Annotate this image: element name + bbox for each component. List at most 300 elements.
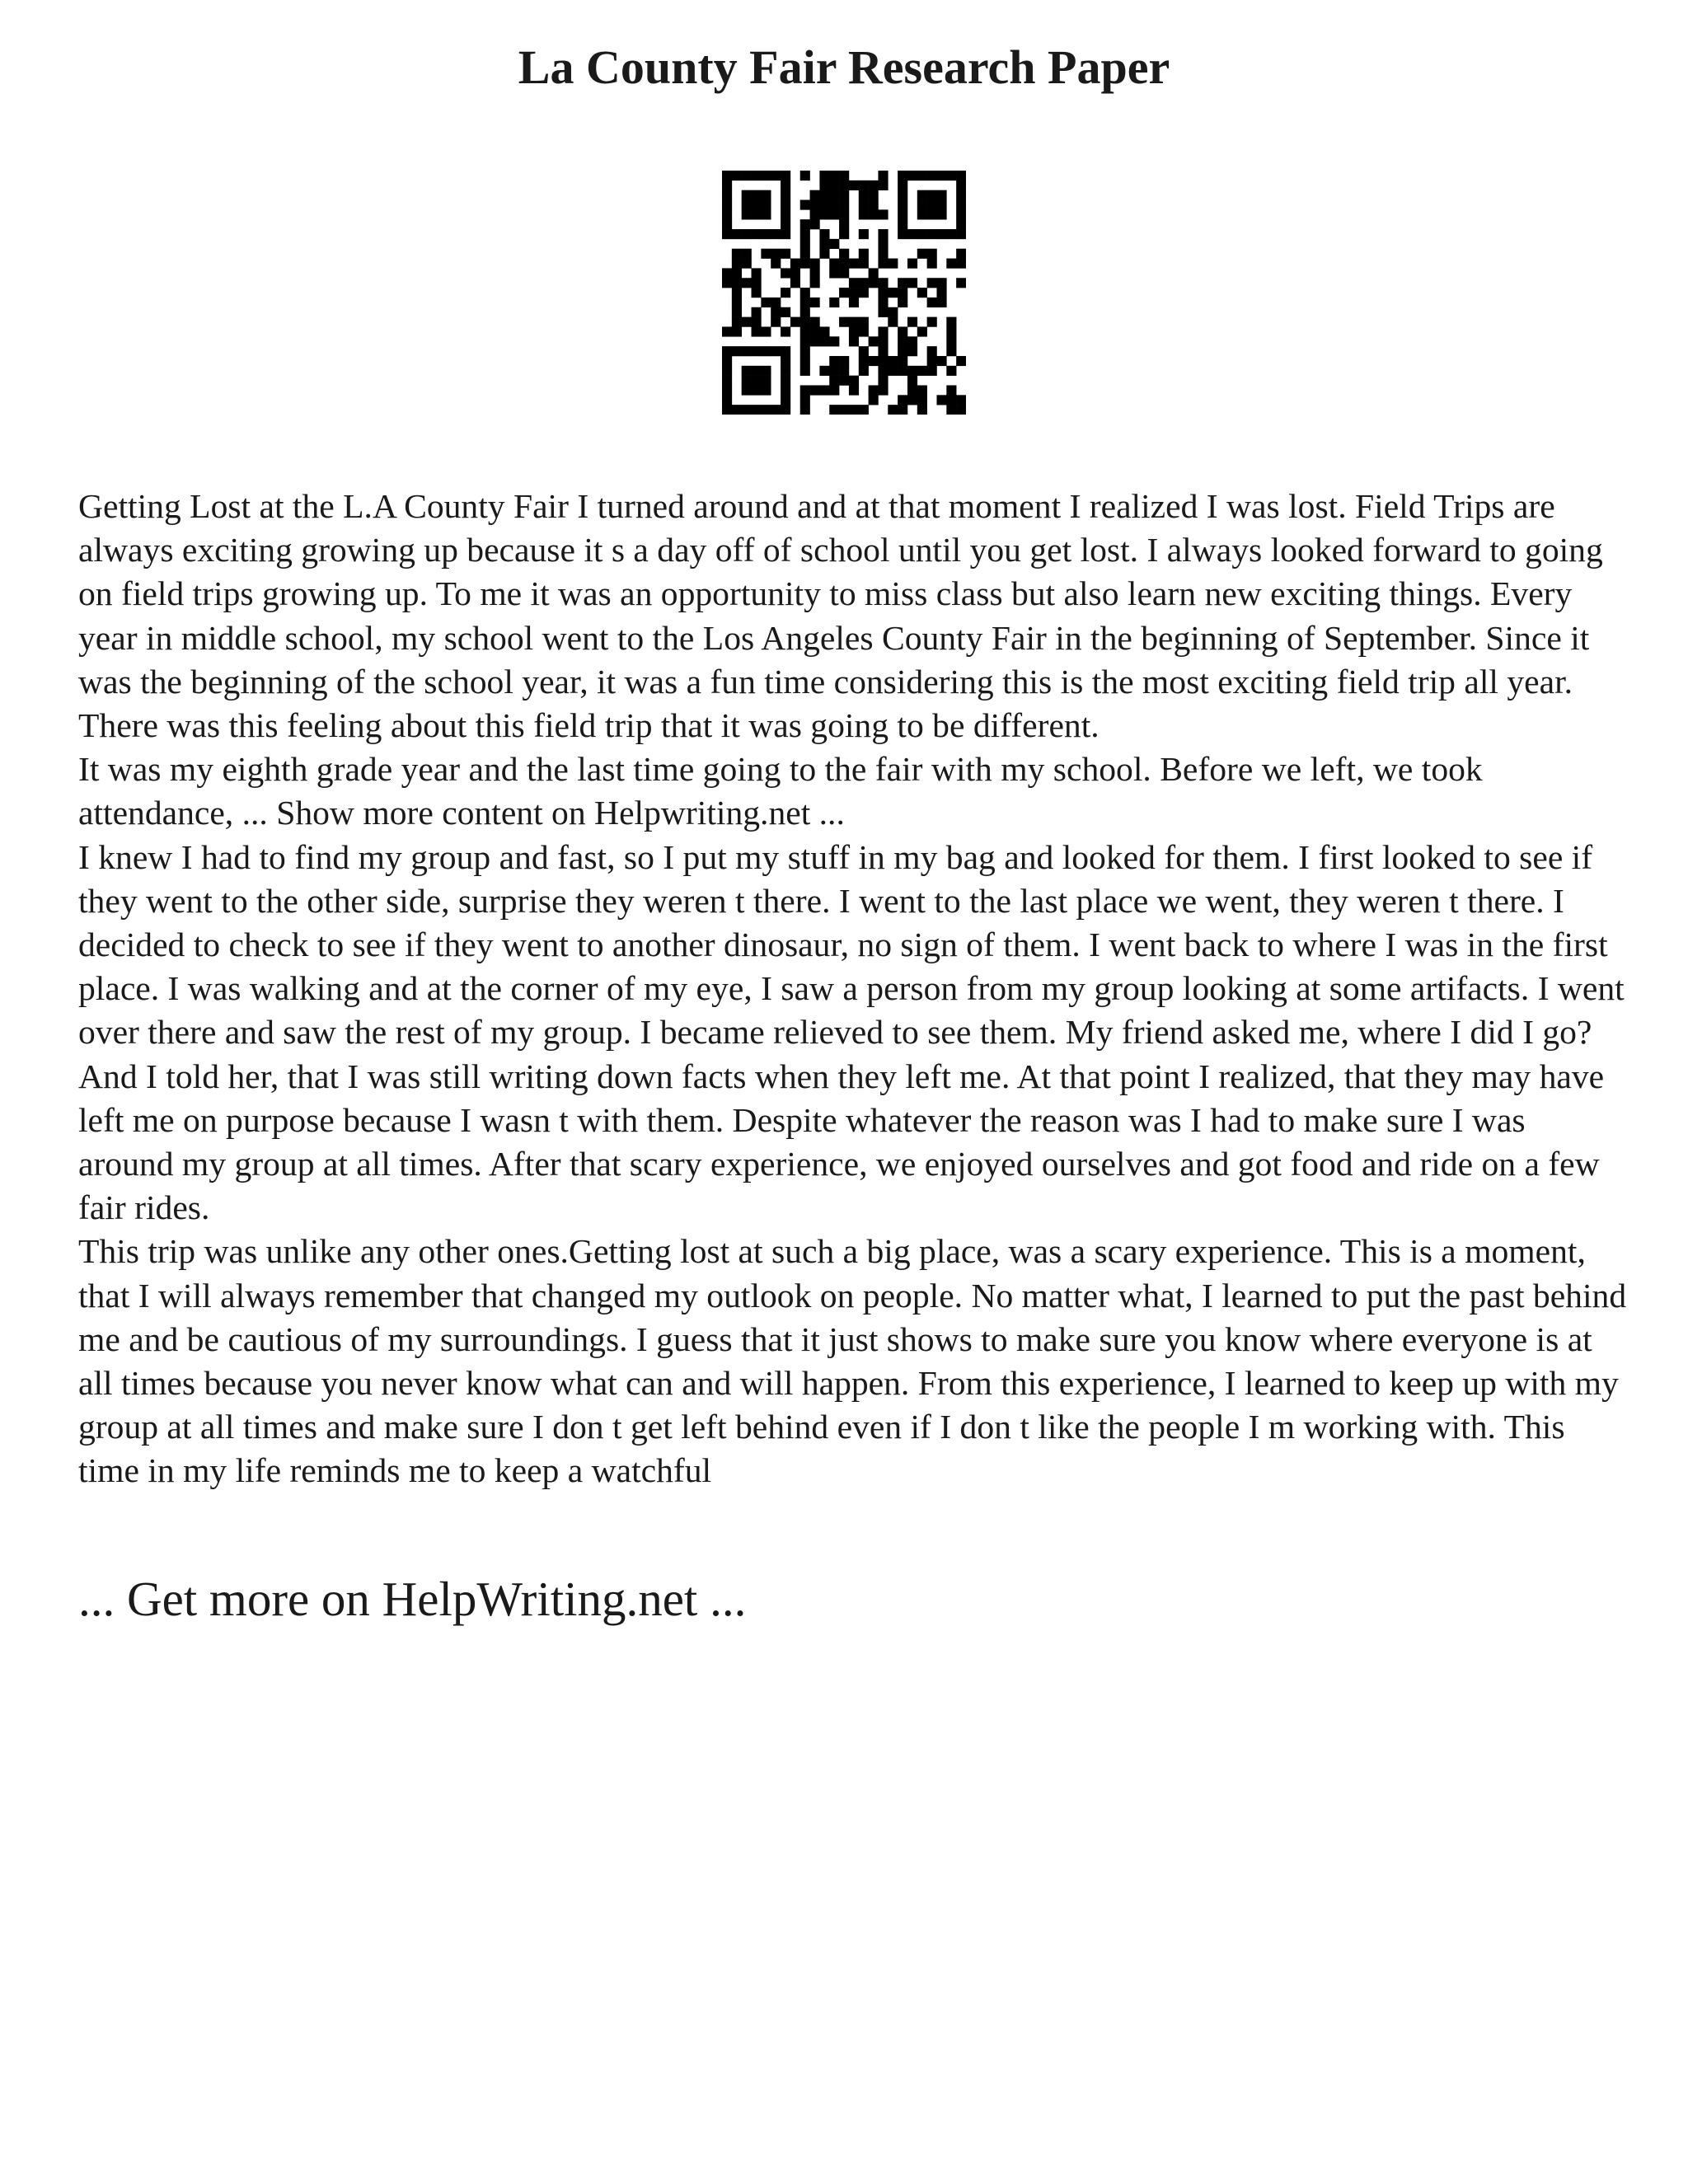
qr-module: [732, 326, 742, 336]
qr-module: [839, 366, 849, 376]
qr-module: [849, 405, 859, 415]
qr-module: [722, 209, 732, 219]
qr-module: [956, 229, 966, 239]
qr-module: [819, 190, 829, 200]
qr-module: [917, 288, 927, 298]
qr-module: [829, 376, 839, 386]
qr-module: [859, 209, 869, 219]
qr-module: [946, 385, 956, 395]
qr-module: [722, 229, 732, 239]
qr-module: [732, 298, 742, 307]
qr-module: [752, 346, 762, 356]
qr-module: [898, 405, 907, 415]
qr-module: [927, 190, 937, 200]
qr-module: [917, 249, 927, 259]
qr-module: [761, 346, 771, 356]
qr-module: [810, 219, 820, 229]
qr-module: [800, 326, 810, 336]
qr-module: [781, 249, 790, 259]
qr-module: [800, 336, 810, 346]
qr-module: [722, 405, 732, 415]
article-body: [78, 485, 1628, 1493]
qr-module: [869, 385, 879, 395]
qr-module: [956, 209, 966, 219]
qr-module: [722, 268, 732, 278]
qr-module: [946, 259, 956, 269]
qr-module: [752, 200, 762, 210]
qr-module: [839, 190, 849, 200]
qr-module: [781, 171, 790, 180]
qr-module: [722, 366, 732, 376]
qr-module: [839, 356, 849, 366]
qr-module: [742, 259, 752, 269]
qr-module: [907, 385, 917, 395]
qr-module: [771, 259, 781, 269]
qr-module: [790, 317, 800, 327]
qr-module: [869, 200, 879, 210]
qr-module: [819, 249, 829, 259]
qr-module: [810, 209, 820, 219]
qr-module: [829, 268, 839, 278]
qr-module: [946, 171, 956, 180]
qr-module: [781, 288, 790, 298]
qr-module: [927, 259, 937, 269]
qr-module: [936, 190, 946, 200]
qr-module: [819, 326, 829, 336]
qr-module: [781, 356, 790, 366]
qr-module: [849, 376, 859, 386]
qr-module: [771, 346, 781, 356]
qr-module: [742, 171, 752, 180]
qr-module: [888, 317, 898, 327]
qr-module: [946, 326, 956, 336]
qr-module: [898, 219, 907, 229]
qr-module: [752, 268, 762, 278]
paragraph-1: Getting Lost at the L.A County Fair I turned around and at that moment I realized I was lost. Field Trips are always exciting growing up because it s a day off of school until you get lost. I always looked forward to going on field trips growing up. To me it was an opportunity to miss class but also learn new exciting things. Every year in middle school, my school went to the Los Angeles County Fair in the beginning of September. Since it was the beginning of the school year, it was a fun time considering this is the most exciting field trip all year. There was this feeling about this field trip that it was going to be different.: [78, 487, 1603, 745]
qr-module: [869, 395, 879, 405]
qr-module: [781, 219, 790, 229]
qr-module: [722, 395, 732, 405]
qr-module: [800, 249, 810, 259]
qr-module: [722, 326, 732, 336]
qr-module: [956, 190, 966, 200]
qr-module: [781, 366, 790, 376]
qr-module: [810, 190, 820, 200]
qr-module: [917, 209, 927, 219]
qr-module: [800, 405, 810, 415]
qr-module: [800, 395, 810, 405]
qr-module: [849, 288, 859, 298]
qr-module: [917, 366, 927, 376]
qr-module: [781, 200, 790, 210]
qr-module: [839, 288, 849, 298]
qr-module: [936, 356, 946, 366]
qr-module: [819, 336, 829, 346]
qr-module: [956, 405, 966, 415]
qr-module: [907, 395, 917, 405]
qr-module: [800, 239, 810, 249]
qr-module: [819, 229, 829, 239]
qr-module: [819, 209, 829, 219]
qr-module: [878, 376, 888, 386]
qr-module: [927, 366, 937, 376]
qr-module: [859, 356, 869, 366]
qr-module: [810, 317, 820, 327]
qr-module: [907, 229, 917, 239]
qr-module: [781, 268, 790, 278]
qr-module: [869, 180, 879, 190]
qr-module: [752, 229, 762, 239]
qr-module: [878, 336, 888, 346]
qr-module: [898, 336, 907, 346]
qr-module: [761, 229, 771, 239]
qr-module: [936, 209, 946, 219]
qr-module: [869, 190, 879, 200]
qr-module: [722, 385, 732, 395]
qr-module: [829, 171, 839, 180]
qr-module: [907, 317, 917, 327]
qr-module: [732, 171, 742, 180]
qr-module: [761, 190, 771, 200]
qr-module: [859, 317, 869, 327]
qr-module: [810, 278, 820, 288]
qr-module: [732, 288, 742, 298]
qr-module: [722, 356, 732, 366]
qr-module: [752, 190, 762, 200]
qr-module: [771, 229, 781, 239]
qr-module: [839, 209, 849, 219]
qr-module: [849, 259, 859, 269]
get-more-link[interactable]: ... Get more on HelpWriting.net ...: [78, 1572, 747, 1626]
qr-module: [722, 190, 732, 200]
qr-module: [771, 171, 781, 180]
qr-module: [752, 317, 762, 327]
qr-module: [839, 200, 849, 210]
qr-module: [839, 268, 849, 278]
qr-module: [927, 278, 937, 288]
qr-module: [819, 180, 829, 190]
qr-module: [888, 259, 898, 269]
qr-module: [761, 200, 771, 210]
qr-module: [722, 346, 732, 356]
qr-module: [956, 356, 966, 366]
qr-module: [752, 209, 762, 219]
qr-module: [829, 405, 839, 415]
qr-module: [761, 376, 771, 386]
qr-module: [819, 200, 829, 210]
qr-module: [732, 249, 742, 259]
qr-module: [781, 405, 790, 415]
qr-module: [946, 336, 956, 346]
qr-module: [946, 317, 956, 327]
qr-module: [946, 395, 956, 405]
qr-module: [878, 259, 888, 269]
qr-module: [936, 278, 946, 288]
qr-module: [752, 326, 762, 336]
qr-module: [936, 200, 946, 210]
paragraph-4: This trip was unlike any other ones.Getting lost at such a big place, was a scary experience. This is a moment, that I will always remember that changed my outlook on people. No matter what, I learned to put the past behind me and be cautious of my surroundings. I guess that it just shows to make sure you know where everyone is at all times because you never know what can and will happen. From this experience, I learned to keep up with my group at all times and make sure I don t get left behind even if I don t like the people I m working with. This time in my life reminds me to keep a watchful: [78, 1232, 1627, 1490]
qr-module: [732, 317, 742, 327]
qr-module: [927, 200, 937, 210]
qr-module: [752, 171, 762, 180]
qr-module: [800, 288, 810, 298]
qr-module: [810, 259, 820, 269]
qr-module: [781, 229, 790, 239]
qr-module: [829, 259, 839, 269]
qr-module: [946, 366, 956, 376]
qr-module: [927, 249, 937, 259]
qr-module: [878, 171, 888, 180]
qr-module: [771, 307, 781, 317]
qr-module: [878, 298, 888, 307]
qr-module: [742, 200, 752, 210]
qr-module: [859, 200, 869, 210]
qr-module: [732, 268, 742, 278]
qr-module: [829, 190, 839, 200]
qr-module: [878, 278, 888, 288]
qr-module: [849, 180, 859, 190]
qr-module: [781, 376, 790, 386]
qr-module: [869, 336, 879, 346]
qr-module: [878, 356, 888, 366]
qr-module: [800, 317, 810, 327]
qr-module: [927, 229, 937, 239]
qr-module: [790, 268, 800, 278]
qr-module: [810, 268, 820, 278]
qr-module: [781, 307, 790, 317]
qr-module: [849, 317, 859, 327]
qr-module: [800, 366, 810, 376]
qr-module: [898, 229, 907, 239]
qr-module: [898, 278, 907, 288]
qr-module: [722, 200, 732, 210]
qr-module: [839, 259, 849, 269]
qr-module: [898, 171, 907, 180]
qr-module: [810, 326, 820, 336]
qr-module: [742, 190, 752, 200]
qr-module: [849, 385, 859, 395]
qr-module: [781, 395, 790, 405]
qr-module: [781, 326, 790, 336]
qr-module: [859, 288, 869, 298]
qr-module: [742, 209, 752, 219]
qr-module: [956, 180, 966, 190]
qr-module: [742, 385, 752, 395]
qr-module: [898, 288, 907, 298]
qr-module: [917, 395, 927, 405]
qr-module: [878, 307, 888, 317]
qr-module: [800, 346, 810, 356]
qr-module: [752, 278, 762, 288]
qr-module: [917, 405, 927, 415]
qr-module: [936, 395, 946, 405]
qr-module: [839, 376, 849, 386]
qr-module: [732, 229, 742, 239]
qr-module: [722, 278, 732, 288]
qr-module: [888, 356, 898, 366]
qr-module: [869, 268, 879, 278]
qr-module: [907, 171, 917, 180]
qr-module: [839, 171, 849, 180]
qr-module: [917, 229, 927, 239]
qr-module: [732, 259, 742, 269]
qr-module: [956, 395, 966, 405]
qr-module: [752, 307, 762, 317]
qr-module: [898, 200, 907, 210]
qr-module: [781, 346, 790, 356]
qr-module: [839, 317, 849, 327]
qr-module: [800, 171, 810, 180]
qr-module: [898, 180, 907, 190]
qr-module: [742, 366, 752, 376]
qr-module: [752, 385, 762, 395]
qr-module: [907, 366, 917, 376]
qr-module: [869, 209, 879, 219]
qr-module: [927, 356, 937, 366]
qr-module: [927, 298, 937, 307]
qr-module: [898, 209, 907, 219]
qr-module: [898, 356, 907, 366]
qr-module: [878, 326, 888, 336]
qr-module: [869, 278, 879, 288]
qr-module: [790, 278, 800, 288]
qr-module: [752, 376, 762, 386]
qr-module: [732, 405, 742, 415]
qr-module: [781, 180, 790, 190]
qr-module: [917, 190, 927, 200]
qr-module: [761, 326, 771, 336]
qr-module: [771, 298, 781, 307]
qr-module: [927, 209, 937, 219]
qr-module: [829, 356, 839, 366]
qr-module: [878, 346, 888, 356]
qr-module: [898, 190, 907, 200]
qr-module: [722, 171, 732, 180]
qr-module: [849, 298, 859, 307]
qr-module: [732, 278, 742, 288]
qr-module: [839, 180, 849, 190]
qr-module: [936, 298, 946, 307]
qr-module: [907, 336, 917, 346]
qr-module: [878, 239, 888, 249]
qr-module: [771, 249, 781, 259]
qr-module: [761, 366, 771, 376]
qr-module: [752, 405, 762, 415]
qr-module: [956, 219, 966, 229]
qr-module: [917, 326, 927, 336]
qr-module: [790, 259, 800, 269]
qr-module: [800, 229, 810, 239]
qr-code-graphic: [722, 171, 966, 415]
qr-module: [732, 346, 742, 356]
qr-module: [839, 405, 849, 415]
qr-module: [829, 336, 839, 346]
qr-module: [761, 405, 771, 415]
qr-module: [849, 278, 859, 288]
qr-module: [859, 180, 869, 190]
qr-module: [878, 180, 888, 190]
qr-code-icon[interactable]: [722, 171, 966, 415]
paragraph-3: I knew I had to find my group and fast, so I put my stuff in my bag and looked for them. I first looked to see if they went to the other side, surprise they weren t there. I went to the last place we went, they weren t there. I decided to check to see if they went to another dinosaur, no sign of them. I went back to where I was in the first place. I was walking and at the corner of my eye, I saw a person from my group looking at some artifacts. I went over there and saw the rest of my group. I became relieved to see them. My friend asked me, where I did I go? And I told her, that I was still writing down facts when they left me. At that point I realized, that they may have left me on purpose because I wasn t with them. Despite whatever the reason was I had to make sure I was around my group at all times. After that scary experience, we enjoyed ourselves and got food and ride on a few fair rides.: [78, 837, 1625, 1227]
qr-module: [829, 209, 839, 219]
qr-module: [722, 376, 732, 386]
qr-module: [878, 385, 888, 395]
qr-module: [761, 171, 771, 180]
qr-module: [888, 366, 898, 376]
qr-module: [946, 229, 956, 239]
qr-module: [956, 171, 966, 180]
qr-module: [781, 209, 790, 219]
qr-module: [888, 405, 898, 415]
qr-module: [732, 307, 742, 317]
qr-module: [819, 385, 829, 395]
qr-module: [839, 229, 849, 239]
qr-module: [956, 259, 966, 269]
qr-module: [859, 229, 869, 239]
qr-module: [956, 249, 966, 259]
qr-module: [771, 405, 781, 415]
qr-module: [917, 385, 927, 395]
qr-module: [888, 307, 898, 317]
qr-module: [752, 366, 762, 376]
qr-module: [742, 278, 752, 288]
qr-module: [936, 171, 946, 180]
qr-module: [761, 209, 771, 219]
qr-module: [781, 385, 790, 395]
qr-module: [859, 249, 869, 259]
qr-module: [829, 385, 839, 395]
qr-module: [878, 366, 888, 376]
qr-module: [859, 190, 869, 200]
qr-module: [859, 366, 869, 376]
qr-module: [839, 249, 849, 259]
qr-module: [917, 200, 927, 210]
qr-module: [927, 317, 937, 327]
qr-module: [956, 200, 966, 210]
qr-module: [956, 278, 966, 288]
qr-module: [839, 219, 849, 229]
qr-module: [800, 200, 810, 210]
qr-module: [819, 366, 829, 376]
qr-module: [800, 307, 810, 317]
qr-module: [898, 326, 907, 336]
qr-module: [722, 180, 732, 190]
qr-module: [849, 326, 859, 336]
qr-module: [927, 346, 937, 356]
qr-module: [869, 356, 879, 366]
qr-module: [888, 288, 898, 298]
qr-module: [761, 385, 771, 395]
qr-module: [936, 288, 946, 298]
qr-module: [800, 259, 810, 269]
qr-module: [800, 356, 810, 366]
page-title: La County Fair Research Paper: [518, 40, 1170, 94]
qr-module: [859, 278, 869, 288]
qr-module: [878, 229, 888, 239]
qr-module: [927, 171, 937, 180]
paragraph-2: It was my eighth grade year and the last time going to the fair with my school. Before we left, we took attendance, ... Show more content on Helpwriting.net ...: [78, 750, 1483, 832]
qr-module: [781, 190, 790, 200]
qr-module: [859, 405, 869, 415]
qr-module: [946, 405, 956, 415]
qr-module: [898, 395, 907, 405]
qr-module: [810, 336, 820, 346]
qr-module: [907, 259, 917, 269]
qr-module: [742, 317, 752, 327]
qr-module: [859, 259, 869, 269]
qr-module: [898, 298, 907, 307]
qr-module: [878, 249, 888, 259]
